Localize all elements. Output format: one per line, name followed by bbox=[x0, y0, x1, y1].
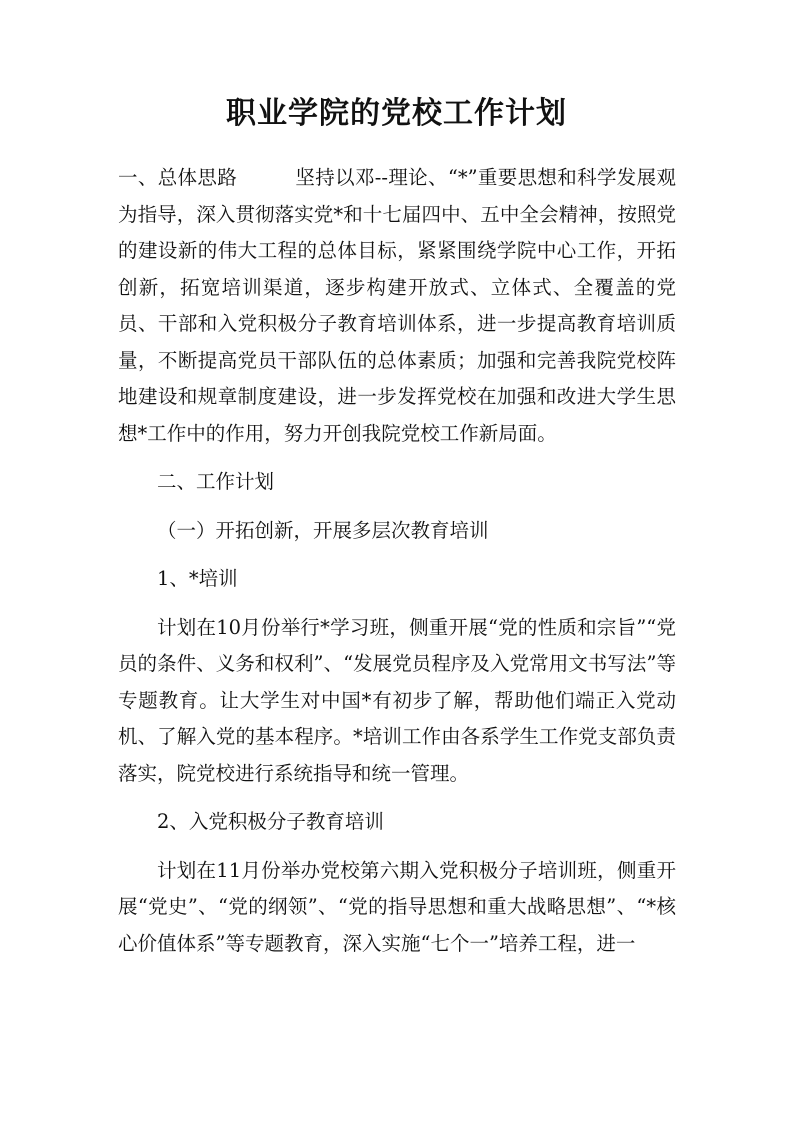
section2-heading: 二、工作计划 bbox=[157, 470, 275, 493]
subsection1-heading: （一）开拓创新，开展多层次教育培训 bbox=[157, 518, 489, 542]
item1-text: 计划在10月份举行*学习班，侧重开展“党的性质和宗旨”“党员的条件、义务和权利”、“发展党员程序及入党常用文书写法”等专题教育。让大学生对中国*有初步了解，帮助他们端正入党动机、了解入党的基本程序。*培训工作由各系学生工作党支部负责落实，院党校进行系统指导和统一管理。 bbox=[118, 615, 676, 785]
document-title: 职业学院的党校工作计划 bbox=[226, 96, 567, 131]
paragraph-gap bbox=[118, 598, 676, 610]
paragraph-gap bbox=[118, 549, 676, 561]
section1-paragraph bbox=[118, 160, 676, 452]
document-body bbox=[118, 160, 676, 962]
item1-heading: 1、*培训 bbox=[157, 567, 238, 590]
paragraph-gap bbox=[118, 841, 676, 853]
section1-text: 坚持以邓--理论、“*”重要思想和科学发展观为指导，深入贯彻落实党*和十七届四中、五中全会精神，按照党的建设新的伟大工程的总体目标，紧紧围绕学院中心工作，开拓创新，拓宽培训渠道，逐步构建开放式、立体式、全覆盖的党员、干部和入党积极分子教育培训体系，进一步提高教育培训质量，不断提高党员干部队伍的总体素质；加强和完善我院党校阵地建设和规章制度建设，进一步发挥党校在加强和改进大学生思想*工作中的作用，努力开创我院党校工作新局面。 bbox=[118, 166, 676, 445]
paragraph-gap bbox=[118, 452, 676, 464]
item2-text: 计划在11月份举办党校第六期入党积极分子培训班，侧重开展“党史”、“党的纲领”、“党的指导思想和重大战略思想”、“*核心价值体系”等专题教育，深入实施“七个一”培养工程，进一 bbox=[118, 858, 676, 955]
item2-heading: 2、入党积极分子教育培训 bbox=[157, 810, 384, 833]
paragraph-gap bbox=[118, 501, 676, 513]
paragraph-gap bbox=[118, 792, 676, 804]
section1-heading: 一、总体思路 bbox=[118, 166, 238, 189]
